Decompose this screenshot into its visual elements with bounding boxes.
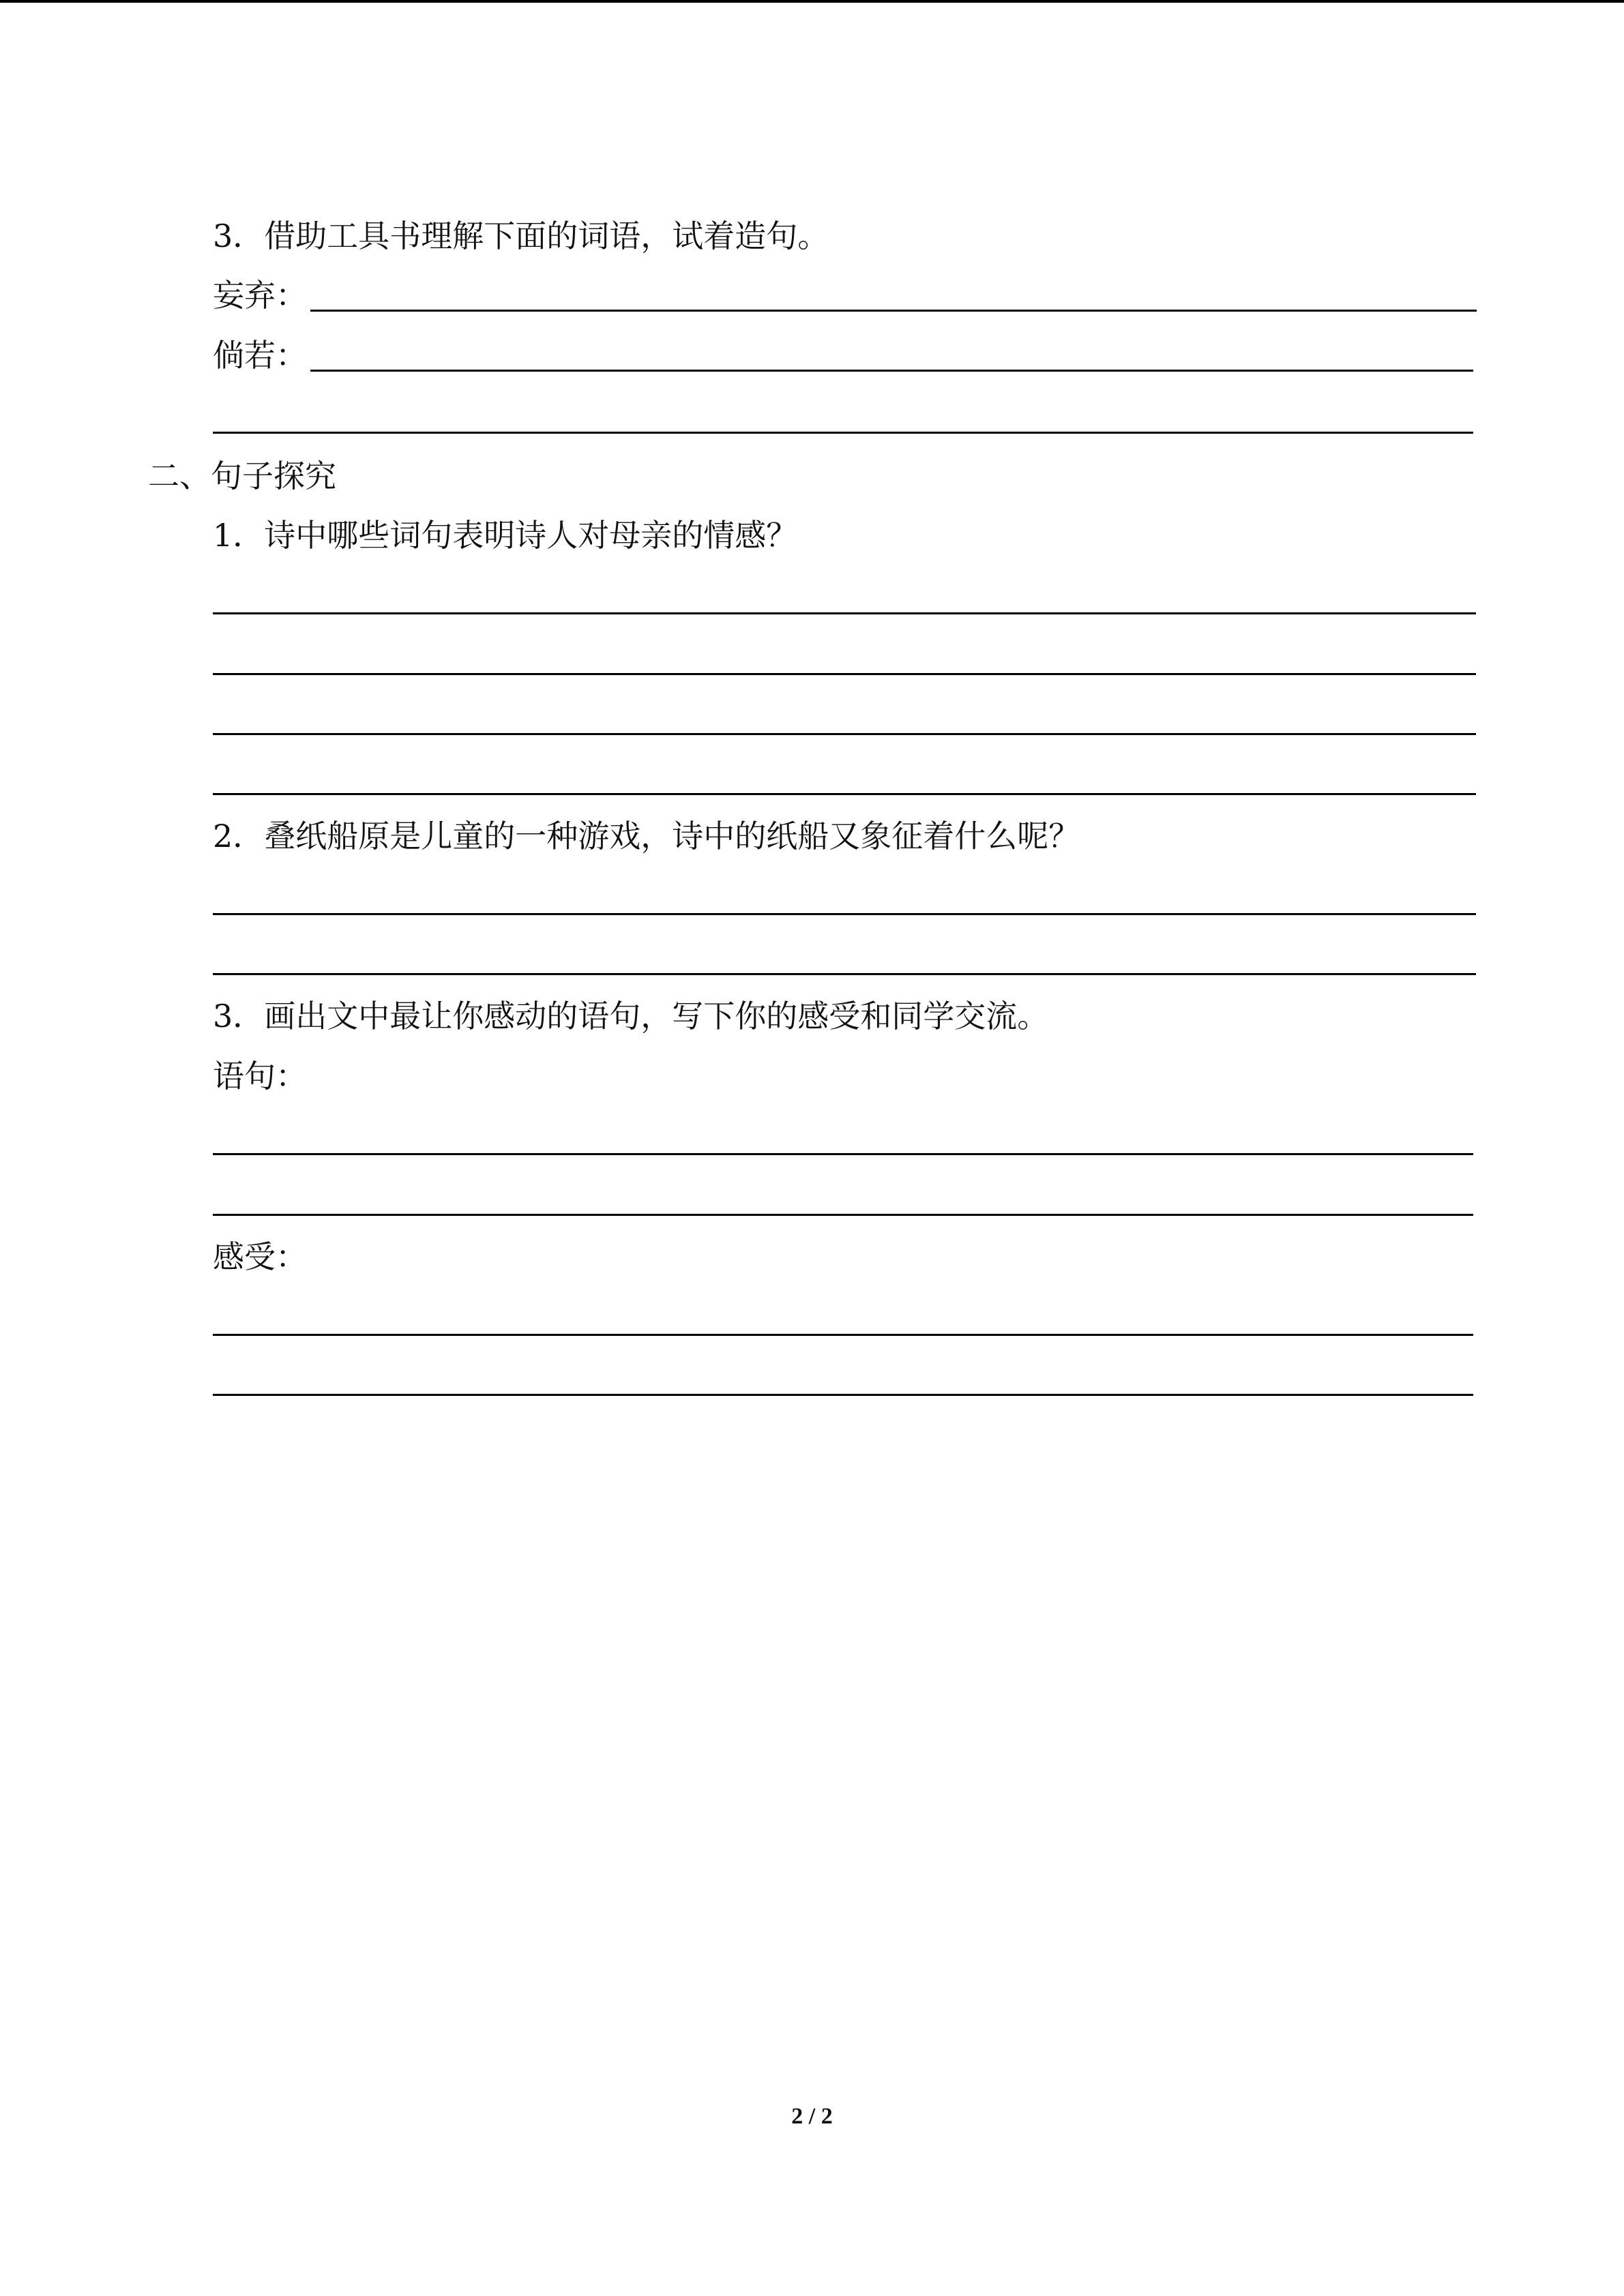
top-border [0, 0, 1624, 3]
sentence-label: 语句： [213, 1058, 307, 1094]
word-tangruo-label: 倘若： [213, 337, 307, 374]
word-tangruo-answer-line-2[interactable] [213, 432, 1473, 434]
question-2-3-prompt: 3．画出文中最让你感动的语句，写下你的感受和同学交流。 [213, 998, 1049, 1034]
section-2-heading: 二、句子探究 [148, 458, 336, 494]
question-2-1-prompt: 1．诗中哪些词句表明诗人对母亲的情感？ [213, 517, 798, 554]
answer-line[interactable] [213, 612, 1476, 614]
feeling-label: 感受： [213, 1238, 307, 1275]
feeling-answer-line[interactable] [213, 1394, 1473, 1396]
answer-line[interactable] [213, 973, 1476, 975]
question-3-prompt: 3．借助工具书理解下面的词语，试着造句。 [213, 218, 829, 254]
answer-line[interactable] [213, 913, 1476, 915]
page-number: 2 / 2 [791, 2104, 833, 2129]
sentence-answer-line[interactable] [213, 1153, 1473, 1155]
answer-line[interactable] [213, 673, 1476, 675]
question-2-2-prompt: 2．叠纸船原是儿童的一种游戏，诗中的纸船又象征着什么呢？ [213, 818, 1080, 854]
word-wangqi-label: 妄弃： [213, 277, 307, 314]
word-tangruo-answer-line[interactable] [310, 370, 1473, 372]
feeling-answer-line[interactable] [213, 1334, 1473, 1336]
answer-line[interactable] [213, 733, 1476, 735]
sentence-answer-line[interactable] [213, 1214, 1473, 1216]
answer-line[interactable] [213, 793, 1476, 795]
word-wangqi-answer-line[interactable] [310, 310, 1477, 312]
